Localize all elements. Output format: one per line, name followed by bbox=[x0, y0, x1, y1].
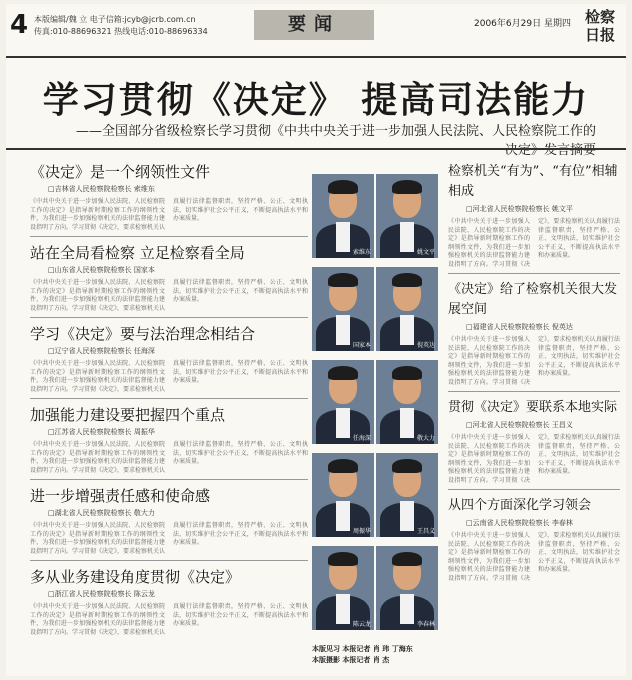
article-byline: □湖北省人民检察院检察长 敬大力 bbox=[48, 509, 155, 517]
photo-caption: 任海深 bbox=[352, 435, 371, 442]
article-byline: □江苏省人民检察院检察长 周振华 bbox=[48, 428, 155, 436]
article-title: 从四个方面深化学习领会 bbox=[448, 498, 592, 513]
page-header bbox=[6, 4, 626, 58]
article bbox=[30, 486, 308, 556]
article-body: 《中共中央关于进一步加强人民法院、人民检察院工作的决定》是指导新时期检察工作的纲领性文件，为我们进一步加强检察机关的法律监督能力建设指明了方向。学习贯彻《决定》，要求检察机关认真履行法律监督职责，坚持严格、公正、文明执法，切实维护社会公平正义，不断提高执法水平和办案质量。 bbox=[448, 434, 620, 484]
portrait-photo bbox=[376, 546, 438, 630]
article-body: 《中共中央关于进一步加强人民法院、人民检察院工作的决定》是指导新时期检察工作的纲领性文件，为我们进一步加强检察机关的法律监督能力建设指明了方向。学习贯彻《决定》，要求检察机关认真履行法律监督职责，坚持严格、公正、文明执法，切实维护社会公平正义，不断提高执法水平和办案质量。 bbox=[448, 218, 620, 268]
photo-caption: 陈云龙 bbox=[352, 621, 371, 628]
divider bbox=[30, 479, 308, 480]
photo-caption: 敬大力 bbox=[416, 435, 435, 442]
article bbox=[30, 405, 308, 475]
article-title: 贯彻《决定》要联系本地实际 bbox=[448, 400, 618, 415]
sub-headline: ——全国部分省级检察长学习贯彻《中共中央关于进一步加强人民法院、人民检察院工作的决定》发言摘要 bbox=[75, 124, 596, 158]
photo-caption: 索维东 bbox=[352, 249, 371, 256]
photo-caption: 李春林 bbox=[416, 621, 435, 628]
article-body: 《中共中央关于进一步加强人民法院、人民检察院工作的决定》是指导新时期检察工作的纲领性文件，为我们进一步加强检察机关的法律监督能力建设指明了方向。学习贯彻《决定》，要求检察机关认真履行法律监督职责，坚持严格、公正、文明执法，切实维护社会公平正义，不断提高执法水平和办案质量。 bbox=[30, 198, 308, 231]
article-byline: □云南省人民检察院检察长 李春林 bbox=[466, 519, 573, 527]
headline-rule bbox=[6, 148, 626, 150]
page-number: 4 bbox=[10, 10, 29, 40]
editor-info: 本版编辑/魏 立 电子信箱:jcyb@jcrb.com.cn 传真:010-88696321 热线电话:010-88696334 bbox=[34, 15, 208, 36]
article bbox=[448, 398, 620, 485]
article-title: 《决定》给了检察机关很大发展空间 bbox=[448, 282, 618, 317]
article-title: 站在全局看检察 立足检察看全局 bbox=[30, 244, 245, 262]
portrait-grid bbox=[312, 174, 442, 639]
article-byline: □山东省人民检察院检察长 国家本 bbox=[48, 266, 155, 274]
article bbox=[448, 280, 620, 387]
article-body: 《中共中央关于进一步加强人民法院、人民检察院工作的决定》是指导新时期检察工作的纲领性文件，为我们进一步加强检察机关的法律监督能力建设指明了方向。学习贯彻《决定》，要求检察机关认真履行法律监督职责，坚持严格、公正、文明执法，切实维护社会公平正义，不断提高执法水平和办案质量。 bbox=[30, 279, 308, 312]
divider bbox=[448, 391, 620, 392]
article-byline: □河北省人民检察院检察长 王昌义 bbox=[466, 421, 573, 429]
photo-caption: 王昌义 bbox=[416, 528, 435, 535]
portrait-photo bbox=[312, 453, 374, 537]
article-title: 检察机关“有为”、“有位”相辅相成 bbox=[448, 164, 618, 199]
article-byline: □辽宁省人民检察院检察长 任海深 bbox=[48, 347, 155, 355]
article bbox=[30, 324, 308, 394]
issue-date: 2006年6月29日 星期四 bbox=[474, 19, 571, 29]
main-headline: 学习贯彻《决定》 提高司法能力 bbox=[42, 80, 590, 121]
divider bbox=[30, 560, 308, 561]
divider bbox=[30, 398, 308, 399]
divider bbox=[30, 317, 308, 318]
section-banner: 要闻 bbox=[254, 10, 374, 40]
left-articles-column bbox=[30, 156, 308, 676]
article-body: 《中共中央关于进一步加强人民法院、人民检察院工作的决定》是指导新时期检察工作的纲领性文件，为我们进一步加强检察机关的法律监督能力建设指明了方向。学习贯彻《决定》，要求检察机关认真履行法律监督职责，坚持严格、公正、文明执法，切实维护社会公平正义，不断提高执法水平和办案质量。 bbox=[30, 360, 308, 393]
article-title: 多从业务建设角度贯彻《决定》 bbox=[30, 568, 241, 586]
portrait-photo bbox=[312, 360, 374, 444]
portrait-photo bbox=[312, 267, 374, 351]
divider bbox=[448, 273, 620, 274]
article-body: 《中共中央关于进一步加强人民法院、人民检察院工作的决定》是指导新时期检察工作的纲领性文件，为我们进一步加强检察机关的法律监督能力建设指明了方向。学习贯彻《决定》，要求检察机关认真履行法律监督职责，坚持严格、公正、文明执法，切实维护社会公平正义，不断提高执法水平和办案质量。 bbox=[30, 522, 308, 555]
article-body: 《中共中央关于进一步加强人民法院、人民检察院工作的决定》是指导新时期检察工作的纲领性文件，为我们进一步加强检察机关的法律监督能力建设指明了方向。学习贯彻《决定》，要求检察机关认真履行法律监督职责，坚持严格、公正、文明执法，切实维护社会公平正义，不断提高执法水平和办案质量。 bbox=[30, 441, 308, 474]
portrait-photo bbox=[312, 546, 374, 630]
portrait-photo bbox=[376, 453, 438, 537]
article-body: 《中共中央关于进一步加强人民法院、人民检察院工作的决定》是指导新时期检察工作的纲领性文件，为我们进一步加强检察机关的法律监督能力建设指明了方向。学习贯彻《决定》，要求检察机关认真履行法律监督职责，坚持严格、公正、文明执法，切实维护社会公平正义，不断提高执法水平和办案质量。 bbox=[30, 603, 308, 636]
article bbox=[30, 243, 308, 313]
article-title: 学习《决定》要与法治理念相结合 bbox=[30, 325, 256, 343]
newspaper-page bbox=[6, 4, 626, 676]
article-title: 进一步增强责任感和使命感 bbox=[30, 487, 211, 505]
photo-credits: 本版见习 本报记者 肖 玮 丁海东 本版摄影 本报记者 肖 杰 bbox=[312, 645, 413, 664]
portrait-photo bbox=[312, 174, 374, 258]
portrait-photo bbox=[376, 267, 438, 351]
photo-caption: 周振华 bbox=[352, 528, 371, 535]
article-title: 加强能力建设要把握四个重点 bbox=[30, 406, 226, 424]
portrait-photo bbox=[376, 360, 438, 444]
photo-caption: 倪英达 bbox=[416, 342, 435, 349]
article-byline: □河北省人民检察院检察长 姚文平 bbox=[466, 205, 573, 213]
article-body: 《中共中央关于进一步加强人民法院、人民检察院工作的决定》是指导新时期检察工作的纲领性文件，为我们进一步加强检察机关的法律监督能力建设指明了方向。学习贯彻《决定》，要求检察机关认真履行法律监督职责，坚持严格、公正、文明执法，切实维护社会公平正义，不断提高执法水平和办案质量。 bbox=[448, 532, 620, 582]
portrait-photo bbox=[376, 174, 438, 258]
newspaper-logo: 检察日报 bbox=[584, 8, 615, 44]
article-title: 《决定》是一个纲领性文件 bbox=[30, 163, 211, 181]
divider bbox=[30, 236, 308, 237]
article bbox=[448, 496, 620, 583]
right-articles-column bbox=[448, 156, 620, 676]
article bbox=[448, 162, 620, 269]
photo-caption: 姚文平 bbox=[416, 249, 435, 256]
article-byline: □吉林省人民检察院检察长 索维东 bbox=[48, 185, 155, 193]
photo-caption: 国家本 bbox=[352, 342, 371, 349]
article-body: 《中共中央关于进一步加强人民法院、人民检察院工作的决定》是指导新时期检察工作的纲领性文件，为我们进一步加强检察机关的法律监督能力建设指明了方向。学习贯彻《决定》，要求检察机关认真履行法律监督职责，坚持严格、公正、文明执法，切实维护社会公平正义，不断提高执法水平和办案质量。 bbox=[448, 336, 620, 386]
article-byline: □浙江省人民检察院检察长 陈云龙 bbox=[48, 590, 155, 598]
article-byline: □福建省人民检察院检察长 倪英达 bbox=[466, 323, 573, 331]
divider bbox=[448, 489, 620, 490]
article bbox=[30, 567, 308, 637]
article bbox=[30, 162, 308, 232]
